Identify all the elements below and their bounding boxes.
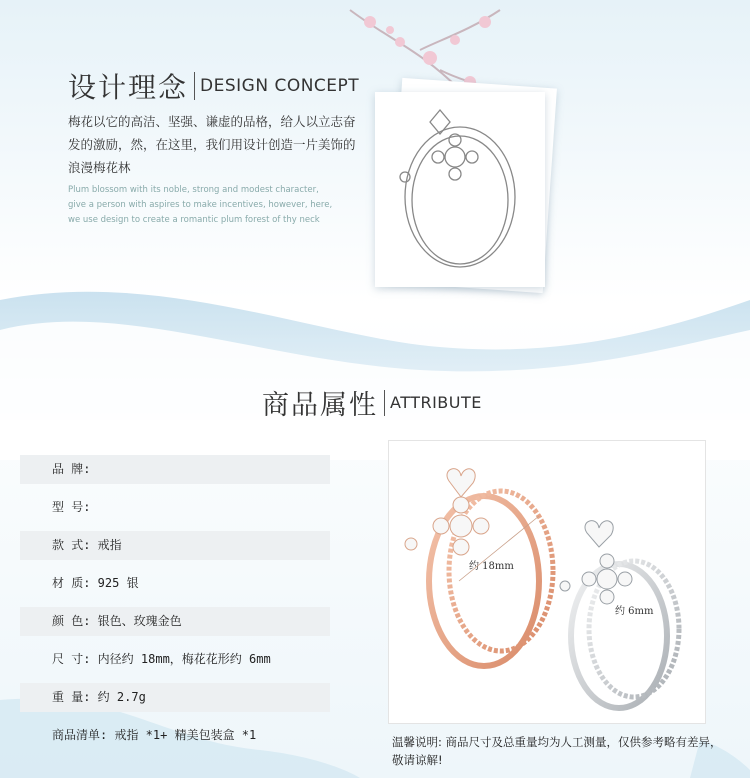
attr-color: 颜 色: 银色、玫瑰金色: [20, 607, 330, 636]
attr-style: 款 式: 戒指: [20, 531, 330, 560]
attribute-title: [262, 383, 482, 422]
attr-package: 商品清单: 戒指 *1+ 精美包装盒 *1: [52, 728, 257, 742]
attribute-list: [20, 455, 330, 759]
attr-weight: 重 量: 约 2.7g: [20, 683, 330, 712]
design-concept-title: [68, 66, 359, 106]
rose-gold-ring: [429, 491, 553, 666]
attr-size: 尺 寸: 内径约 18mm，梅花花形约 6mm: [52, 652, 271, 666]
notice-text: 温馨说明: 商品尺寸及总重量均为人工测量，仅供参考略有差异，敬请谅解!: [392, 735, 722, 767]
product-photo: [388, 440, 706, 724]
design-concept-title-en: DESIGN CONCEPT: [200, 76, 360, 96]
title-divider: [384, 390, 385, 416]
size-label-inner: 约 18mm: [469, 561, 514, 572]
attribute-title-cn: 商品属性: [262, 390, 378, 421]
ring-sketch-card: [375, 92, 545, 287]
attr-brand: 品 牌:: [20, 455, 330, 484]
attribute-title-en: ATTRIBUTE: [390, 393, 482, 412]
size-label-flower: 约 6mm: [615, 606, 654, 617]
rings-illustration: [389, 441, 705, 723]
design-concept-title-cn: 设计理念: [68, 71, 189, 104]
design-concept-text-cn: 梅花以它的高洁、坚强、谦虚的品格，给人以立志奋发的激励，然，在这里，我们用设计创造一片美饰的浪漫梅花林: [68, 114, 356, 175]
design-concept-text-en: Plum blossom with its noble, strong and modest character, give a person with aspires to make incentives, however, here, we use design to create a romantic plum forest of thy neck: [68, 185, 333, 225]
ring-sketch-image: [375, 92, 545, 287]
attr-material: 材 质: 925 银: [52, 576, 139, 590]
rose-gold-ring-stones: [405, 469, 489, 555]
attr-model: 型 号:: [52, 500, 91, 514]
title-divider: [194, 72, 195, 100]
